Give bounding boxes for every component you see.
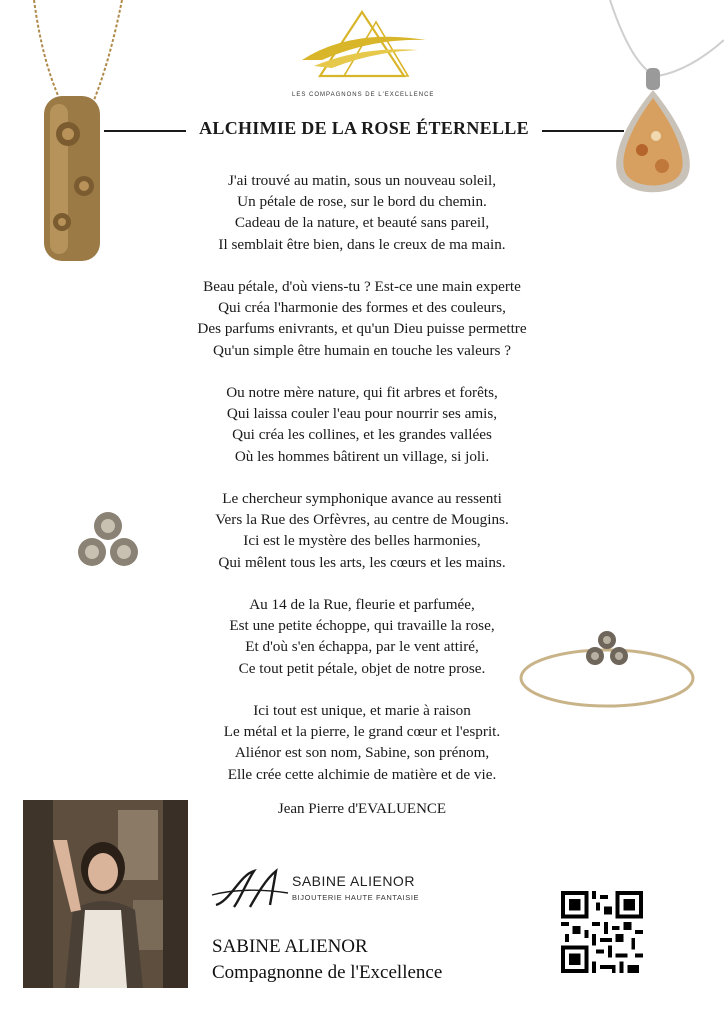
poem-stanza <box>150 276 574 361</box>
page-title: ALCHIMIE DE LA ROSE ÉTERNELLE <box>199 118 529 138</box>
logo-mark-icon <box>292 8 432 90</box>
poem-line: Est une petite échoppe, qui travaille la rose, <box>229 617 495 635</box>
brand-tagline: BIJOUTERIE HAUTE FANTAISIE <box>292 893 420 902</box>
poem-line: Aliénor est son nom, Sabine, son prénom, <box>234 744 490 762</box>
poem-line: Qu'un simple être humain en touche les valeurs ? <box>213 341 511 359</box>
rose-pendant-image <box>22 0 132 265</box>
poem-line: Ce tout petit pétale, objet de notre prose. <box>238 659 486 677</box>
poem-line: Qui mêlent tous les arts, les cœurs et les mains. <box>218 553 506 571</box>
qr-code-icon[interactable] <box>561 891 643 973</box>
poem-line: Cadeau de la nature, et beauté sans pareil, <box>234 214 490 232</box>
poem-line: Et d'où s'en échappa, par le vent attiré, <box>245 638 479 656</box>
artisan-photo <box>23 800 188 988</box>
poem-stanza <box>150 594 574 679</box>
poem-line: Où les hommes bâtirent un village, si joli. <box>234 447 490 465</box>
poem-line: Au 14 de la Rue, fleurie et parfumée, <box>249 596 475 613</box>
sabine-alienor-brand <box>210 865 450 915</box>
poem-line: Il semblait être bien, dans le creux de ma main. <box>218 235 506 253</box>
poem-stanza <box>150 700 574 785</box>
poem-author: Jean Pierre d'EVALUENCE <box>277 801 447 817</box>
signature-role: Compagnonne de l'Excellence <box>212 962 443 983</box>
poem-line: Ou notre mère nature, qui fit arbres et forêts, <box>226 384 498 401</box>
poem-stanza <box>150 488 574 573</box>
poem-stanza <box>150 170 574 255</box>
sa-monogram-icon <box>210 865 290 913</box>
poem-line: Beau pétale, d'où viens-tu ? Est-ce une main experte <box>203 278 521 295</box>
poem-line: Qui créa les collines, et les grandes vallées <box>232 426 492 444</box>
poem-line: Ici est le mystère des belles harmonies, <box>243 532 481 550</box>
poem-line: Qui laissa couler l'eau pour nourrir ses amis, <box>226 405 498 423</box>
poem-line: Vers la Rue des Orfèvres, au centre de Mougins. <box>215 511 509 529</box>
poem-line: J'ai trouvé au matin, sous un nouveau soleil, <box>227 172 497 189</box>
poem-line: Qui créa l'harmonie des formes et des couleurs, <box>218 299 506 317</box>
poem-line: Des parfums enivrants, et qu'un Dieu puisse permettre <box>197 320 527 338</box>
signature-name: SABINE ALIENOR <box>212 936 368 957</box>
rose-earring-image <box>72 508 144 572</box>
poem-stanza <box>150 382 574 467</box>
brand-name: SABINE ALIENOR <box>292 873 415 889</box>
poem-line: Elle crée cette alchimie de matière et de vie. <box>227 765 497 783</box>
amber-pendant-image <box>600 0 724 200</box>
poem-line: Le métal et la pierre, le grand cœur et l'esprit. <box>223 723 501 741</box>
poem-line: Un pétale de rose, sur le bord du chemin. <box>237 193 487 211</box>
poem-line: Le chercheur symphonique avance au ressenti <box>222 490 502 507</box>
logo-caption: LES COMPAGNONS DE L'EXCELLENCE <box>292 92 435 98</box>
poem-body <box>150 170 574 806</box>
poem-line: Ici tout est unique, et marie à raison <box>253 702 471 719</box>
compagnons-logo <box>292 8 435 108</box>
